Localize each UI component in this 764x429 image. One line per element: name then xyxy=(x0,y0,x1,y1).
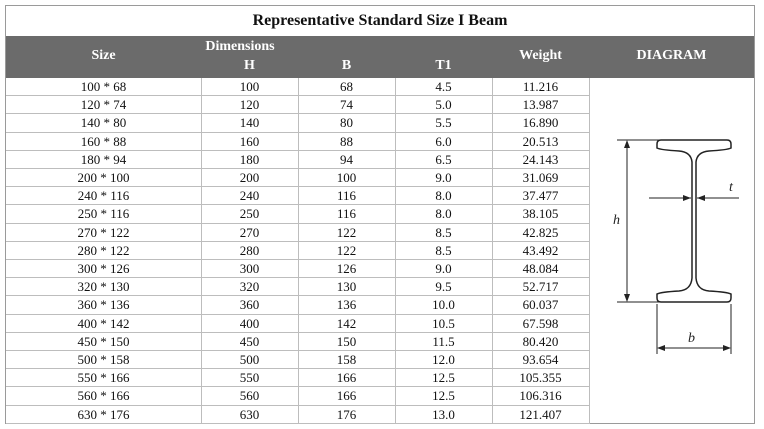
cell-h: 250 xyxy=(239,206,260,222)
cell-weight: 60.037 xyxy=(522,297,559,313)
table-header xyxy=(6,36,754,78)
cell-weight: 20.513 xyxy=(522,133,559,149)
cell-h: 200 xyxy=(239,170,260,185)
cell-weight: 38.105 xyxy=(522,206,559,222)
cell-weight: 42.825 xyxy=(522,224,559,240)
cell-weight: 24.143 xyxy=(522,151,559,167)
cell-t1: 10.0 xyxy=(432,297,455,313)
header-size: Size xyxy=(91,48,116,63)
cell-t1: 13.0 xyxy=(432,406,455,422)
cell-h: 400 xyxy=(239,315,260,331)
table-title: Representative Standard Size I Beam xyxy=(6,6,754,37)
cell-b: 88 xyxy=(340,133,353,149)
cell-weight: 93.654 xyxy=(522,352,559,367)
cell-t1: 4.5 xyxy=(435,79,452,94)
column-divider xyxy=(201,78,202,424)
cell-t1: 8.0 xyxy=(435,188,452,204)
cell-size: 160 * 88 xyxy=(80,133,127,149)
cell-b: 100 xyxy=(336,170,357,185)
cell-h: 560 xyxy=(239,388,260,404)
beam-table xyxy=(5,5,755,424)
cell-b: 130 xyxy=(336,279,357,295)
cell-t1: 12.5 xyxy=(432,388,455,404)
cell-b: 122 xyxy=(336,224,357,240)
cell-h: 500 xyxy=(239,352,260,367)
cell-b: 158 xyxy=(336,352,357,367)
cell-t1: 12.5 xyxy=(432,370,455,386)
i-beam-profile xyxy=(657,140,731,302)
t-label: t xyxy=(729,180,733,195)
cell-size: 180 * 94 xyxy=(80,151,127,167)
i-beam-svg xyxy=(589,78,754,424)
cell-size: 450 * 150 xyxy=(77,333,130,349)
cell-size: 140 * 80 xyxy=(80,115,127,131)
cell-size: 240 * 116 xyxy=(77,188,130,204)
cell-h: 270 xyxy=(239,224,260,240)
cell-size: 550 * 166 xyxy=(77,370,130,386)
cell-weight: 106.316 xyxy=(519,388,562,404)
cell-t1: 11.5 xyxy=(432,333,455,349)
cell-t1: 5.0 xyxy=(435,97,452,113)
cell-b: 122 xyxy=(336,242,357,258)
cell-weight: 105.355 xyxy=(519,370,562,386)
cell-size: 200 * 100 xyxy=(77,170,130,185)
b-label: b xyxy=(688,331,695,346)
cell-h: 280 xyxy=(239,242,260,258)
cell-b: 68 xyxy=(340,79,353,94)
cell-h: 160 xyxy=(239,133,260,149)
cell-t1: 9.0 xyxy=(435,261,452,276)
cell-weight: 43.492 xyxy=(522,242,559,258)
column-divider xyxy=(298,78,299,424)
cell-h: 140 xyxy=(239,115,260,131)
cell-size: 300 * 126 xyxy=(77,261,130,276)
cell-h: 180 xyxy=(239,151,260,167)
cell-t1: 8.5 xyxy=(435,242,452,258)
cell-size: 500 * 158 xyxy=(77,352,130,367)
header-t1: T1 xyxy=(435,58,452,73)
cell-t1: 12.0 xyxy=(432,352,455,367)
i-beam-diagram xyxy=(589,78,754,424)
cell-size: 100 * 68 xyxy=(80,79,127,94)
cell-size: 320 * 130 xyxy=(77,279,130,295)
cell-weight: 121.407 xyxy=(519,406,562,422)
cell-size: 120 * 74 xyxy=(80,97,127,113)
header-weight: Weight xyxy=(519,48,562,63)
column-divider xyxy=(395,78,396,424)
cell-t1: 10.5 xyxy=(432,315,455,331)
header-dimensions: Dimensions xyxy=(205,39,275,54)
cell-b: 116 xyxy=(336,206,357,222)
cell-h: 550 xyxy=(239,370,260,386)
cell-size: 360 * 136 xyxy=(77,297,130,313)
cell-weight: 11.216 xyxy=(522,79,559,94)
cell-b: 74 xyxy=(340,97,353,113)
cell-h: 630 xyxy=(239,406,260,422)
cell-weight: 16.890 xyxy=(522,115,559,131)
cell-size: 400 * 142 xyxy=(77,315,130,331)
cell-h: 360 xyxy=(239,297,260,313)
cell-size: 560 * 166 xyxy=(77,388,130,404)
cell-size: 270 * 122 xyxy=(77,224,130,240)
cell-t1: 6.0 xyxy=(435,133,452,149)
header-b: B xyxy=(341,58,352,73)
cell-weight: 13.987 xyxy=(522,97,559,113)
cell-weight: 80.420 xyxy=(522,333,559,349)
cell-weight: 67.598 xyxy=(522,315,559,331)
cell-b: 176 xyxy=(336,406,357,422)
cell-b: 142 xyxy=(336,315,357,331)
cell-size: 280 * 122 xyxy=(77,242,130,258)
cell-h: 300 xyxy=(239,261,260,276)
cell-h: 100 xyxy=(239,79,260,94)
cell-t1: 8.0 xyxy=(435,206,452,222)
cell-h: 240 xyxy=(239,188,260,204)
cell-weight: 48.084 xyxy=(522,261,559,276)
cell-b: 150 xyxy=(336,333,357,349)
cell-weight: 31.069 xyxy=(522,170,559,185)
cell-t1: 5.5 xyxy=(435,115,452,131)
column-divider xyxy=(492,78,493,424)
cell-b: 80 xyxy=(340,115,353,131)
cell-t1: 8.5 xyxy=(435,224,452,240)
cell-b: 166 xyxy=(336,388,357,404)
cell-b: 136 xyxy=(336,297,357,313)
cell-b: 166 xyxy=(336,370,357,386)
cell-weight: 37.477 xyxy=(522,188,559,204)
cell-weight: 52.717 xyxy=(522,279,559,295)
cell-t1: 9.0 xyxy=(435,170,452,185)
cell-b: 116 xyxy=(336,188,357,204)
cell-b: 126 xyxy=(336,261,357,276)
cell-b: 94 xyxy=(340,151,353,167)
h-label: h xyxy=(613,213,620,228)
cell-t1: 9.5 xyxy=(435,279,452,295)
header-diagram: DIAGRAM xyxy=(636,48,707,63)
cell-size: 250 * 116 xyxy=(77,206,130,222)
cell-h: 120 xyxy=(239,97,260,113)
cell-t1: 6.5 xyxy=(435,151,452,167)
header-h: H xyxy=(244,58,255,73)
cell-h: 320 xyxy=(239,279,260,295)
cell-size: 630 * 176 xyxy=(77,406,130,422)
cell-h: 450 xyxy=(239,333,260,349)
